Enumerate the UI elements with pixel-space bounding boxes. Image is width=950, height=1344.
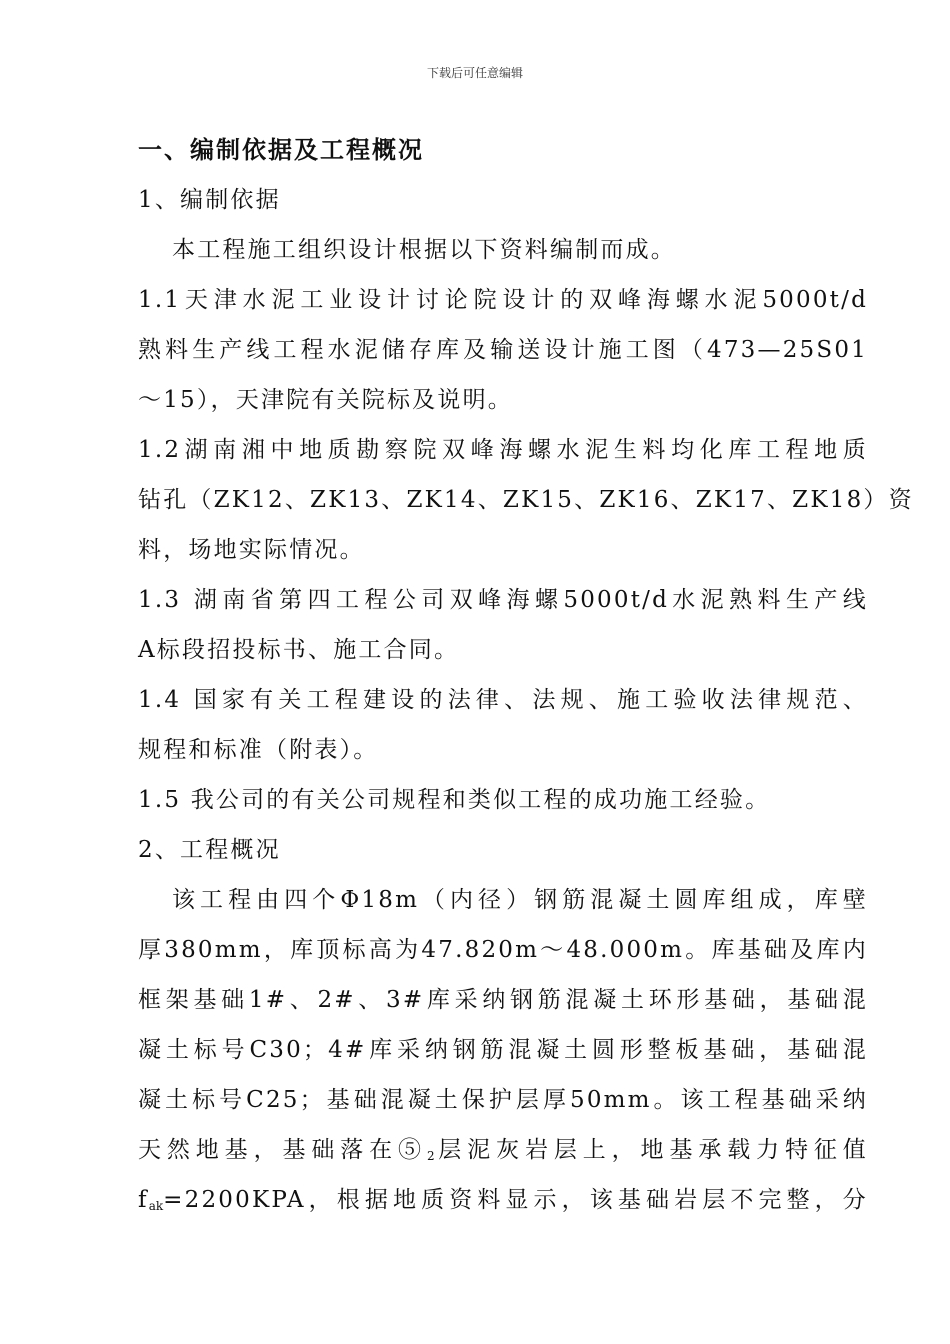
item-1-1-line-3: ～15），天津院有关院标及说明。: [138, 387, 513, 413]
section-title: 一、编制依据及工程概况: [138, 136, 424, 164]
overview-line-7-rest: =2200KPA，根据地质资料显示，该基础岩层不完整，分: [163, 1187, 868, 1213]
stratum-subscript: 2: [426, 1149, 435, 1163]
fak-symbol: f: [138, 1187, 149, 1213]
overview-line-4: 凝土标号C30；4#库采纳钢筋混凝土圆形整板基础，基础混: [138, 1037, 868, 1063]
overview-line-7: [138, 1184, 868, 1222]
fak-subscript: ak: [148, 1199, 164, 1213]
overview-line-6-start: 天然地基，基础落在⑤: [138, 1137, 427, 1163]
overview-line-6-rest: 层泥灰岩层上，地基承载力特征值: [434, 1137, 869, 1163]
page-header-note: 下载后可任意编辑: [426, 66, 523, 80]
item-1-3-line-2: A标段招投标书、施工合同。: [138, 637, 460, 663]
overview-line-6: [138, 1134, 868, 1172]
item-1-2-line-2: 钻孔（ZK12、ZK13、ZK14、ZK15、ZK16、ZK17、ZK18）资: [138, 487, 914, 513]
overview-line-3: 框架基础1#、2#、3#库采纳钢筋混凝土环形基础，基础混: [138, 987, 868, 1013]
overview-line-2: 厚380mm，库顶标高为47.820m～48.000m。库基础及库内: [138, 937, 868, 963]
subsection-title-basis: 1、编制依据: [138, 187, 281, 213]
item-1-1-line-1: 1.1天津水泥工业设计讨论院设计的双峰海螺水泥5000t/d: [138, 287, 868, 313]
overview-line-5: 凝土标号C25；基础混凝土保护层厚50mm。该工程基础采纳: [138, 1087, 868, 1113]
item-1-5: 1.5 我公司的有关公司规程和类似工程的成功施工经验。: [138, 787, 771, 813]
item-1-4-line-2: 规程和标准（附表）。: [138, 737, 379, 763]
overview-line-1: 该工程由四个Φ18m（内径）钢筋混凝土圆库组成，库壁: [172, 887, 868, 913]
item-1-1-line-2: 熟料生产线工程水泥储存库及输送设计施工图（473—25S01: [138, 337, 868, 363]
subsection-title-overview: 2、工程概况: [138, 837, 281, 863]
item-1-4-line-1: 1.4 国家有关工程建设的法律、法规、施工验收法律规范、: [138, 687, 868, 713]
intro-paragraph: 本工程施工组织设计根据以下资料编制而成。: [172, 237, 676, 263]
item-1-2-line-1: 1.2湖南湘中地质勘察院双峰海螺水泥生料均化库工程地质: [138, 437, 868, 463]
item-1-3-line-1: 1.3 湖南省第四工程公司双峰海螺5000t/d水泥熟料生产线: [138, 587, 868, 613]
item-1-2-line-3: 料，场地实际情况。: [138, 537, 365, 563]
